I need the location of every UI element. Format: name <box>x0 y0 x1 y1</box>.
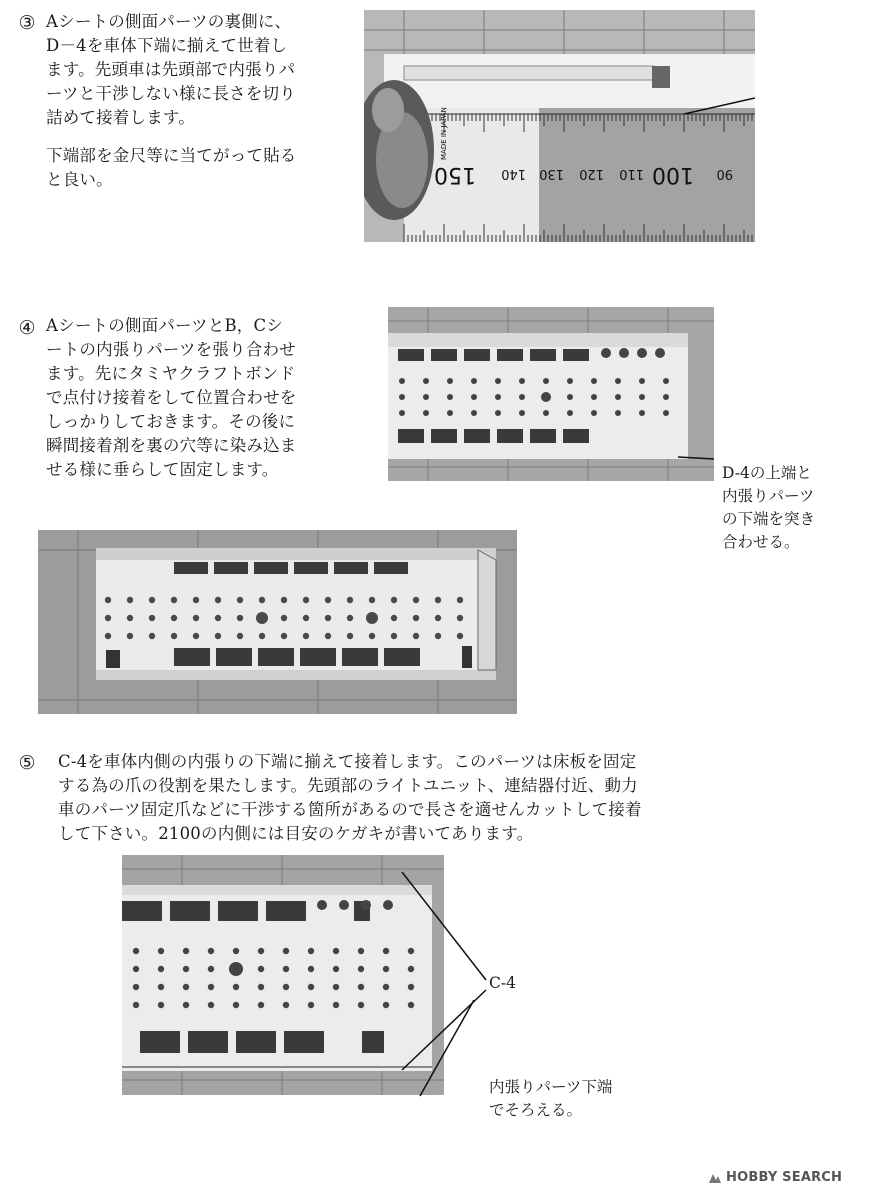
photo-ruler-svg <box>364 10 755 242</box>
step-3-line: 詰めて接着します。 <box>46 108 195 127</box>
step-4-callout-line: D-4の上端と <box>722 464 812 482</box>
ruler-mark: 90 <box>716 166 733 181</box>
step-3-text <box>46 10 296 130</box>
step-5-callout-2 <box>489 1076 612 1122</box>
photo-car-side <box>38 530 517 714</box>
ruler-brand: MADE IN JAPAN <box>440 107 448 160</box>
step-5-line: C-4を車体内側の内張りの下端に揃えて接着します。このパーツは床板を固定 <box>58 752 637 771</box>
photo-laminated-svg <box>388 307 714 481</box>
ruler-mark: 100 <box>652 162 694 187</box>
step-4-line: で点付け接着をして位置合わせを <box>46 388 297 407</box>
step-3-tip <box>46 144 297 192</box>
step-4-line: ートの内張りパーツを張り合わせ <box>46 340 296 359</box>
hobby-search-mark-icon <box>708 1172 722 1184</box>
step-4-line: しっかりしておきます。その後に <box>46 412 296 431</box>
step-5-line: 車のパーツ固定爪などに干渉する箇所があるので長さを適せんカットして接着 <box>58 800 642 819</box>
step-4-line: Aシートの側面パーツとB，Cシ <box>46 316 284 335</box>
hobby-search-logo <box>708 1170 842 1185</box>
step-5-callout-label: C-4 <box>489 974 516 992</box>
photo-car-side-svg <box>38 530 517 714</box>
step-4-line: 瞬間接着剤を裏の穴等に染み込ま <box>46 436 297 455</box>
step-4-callout-line: の下端を突き <box>722 510 816 528</box>
ruler-mark: 150 <box>434 162 476 187</box>
step-4-line: ます。先にタミヤクラフトボンド <box>46 364 296 383</box>
step-3-line: ーツと干渉しない様に長さを切り <box>46 84 296 103</box>
step-4-number: ④ <box>18 316 36 339</box>
step-5-line: して下さい。2100の内側には目安のケガキが書いてあります。 <box>58 824 534 843</box>
step-4-text <box>46 314 297 482</box>
ruler-mark: 120 <box>579 166 604 181</box>
step-3-line: ます。先頭車は先頭部で内張りパ <box>46 60 296 79</box>
step-3-line: Aシートの側面パーツの裏側に、 <box>46 12 292 31</box>
step-3-number: ③ <box>18 11 36 34</box>
step-3-tip-line: と良い。 <box>46 170 113 189</box>
step-4-callout-line: 内張りパーツ <box>722 487 815 505</box>
step-4-callout-line: 合わせる。 <box>722 533 800 551</box>
photo-c4-svg <box>122 855 444 1095</box>
photo-ruler-alignment <box>364 10 755 242</box>
step-3-tip-line: 下端部を金尺等に当てがって貼る <box>46 146 297 165</box>
photo-laminated-parts <box>388 307 714 481</box>
ruler-mark: 130 <box>539 166 564 181</box>
ruler-mark: 140 <box>501 166 526 181</box>
step-5-line: する為の爪の役割を果たします。先頭部のライトユニット、連結器付近、動力 <box>58 776 638 795</box>
step-4-callout <box>722 462 815 554</box>
step-5-number: ⑤ <box>18 751 36 774</box>
step-3-line: D－4を車体下端に揃えて世着し <box>46 36 288 55</box>
photo-c4-attached <box>122 855 444 1095</box>
step-5-callout-2-line: でそろえる。 <box>489 1101 583 1119</box>
step-5-text <box>58 750 642 846</box>
ruler-mark: 110 <box>619 166 644 181</box>
step-4-line: せる様に垂らして固定します。 <box>46 460 279 479</box>
step-5-callout-2-line: 内張りパーツ下端 <box>489 1078 613 1096</box>
hobby-search-text: HOBBY SEARCH <box>726 1170 843 1185</box>
